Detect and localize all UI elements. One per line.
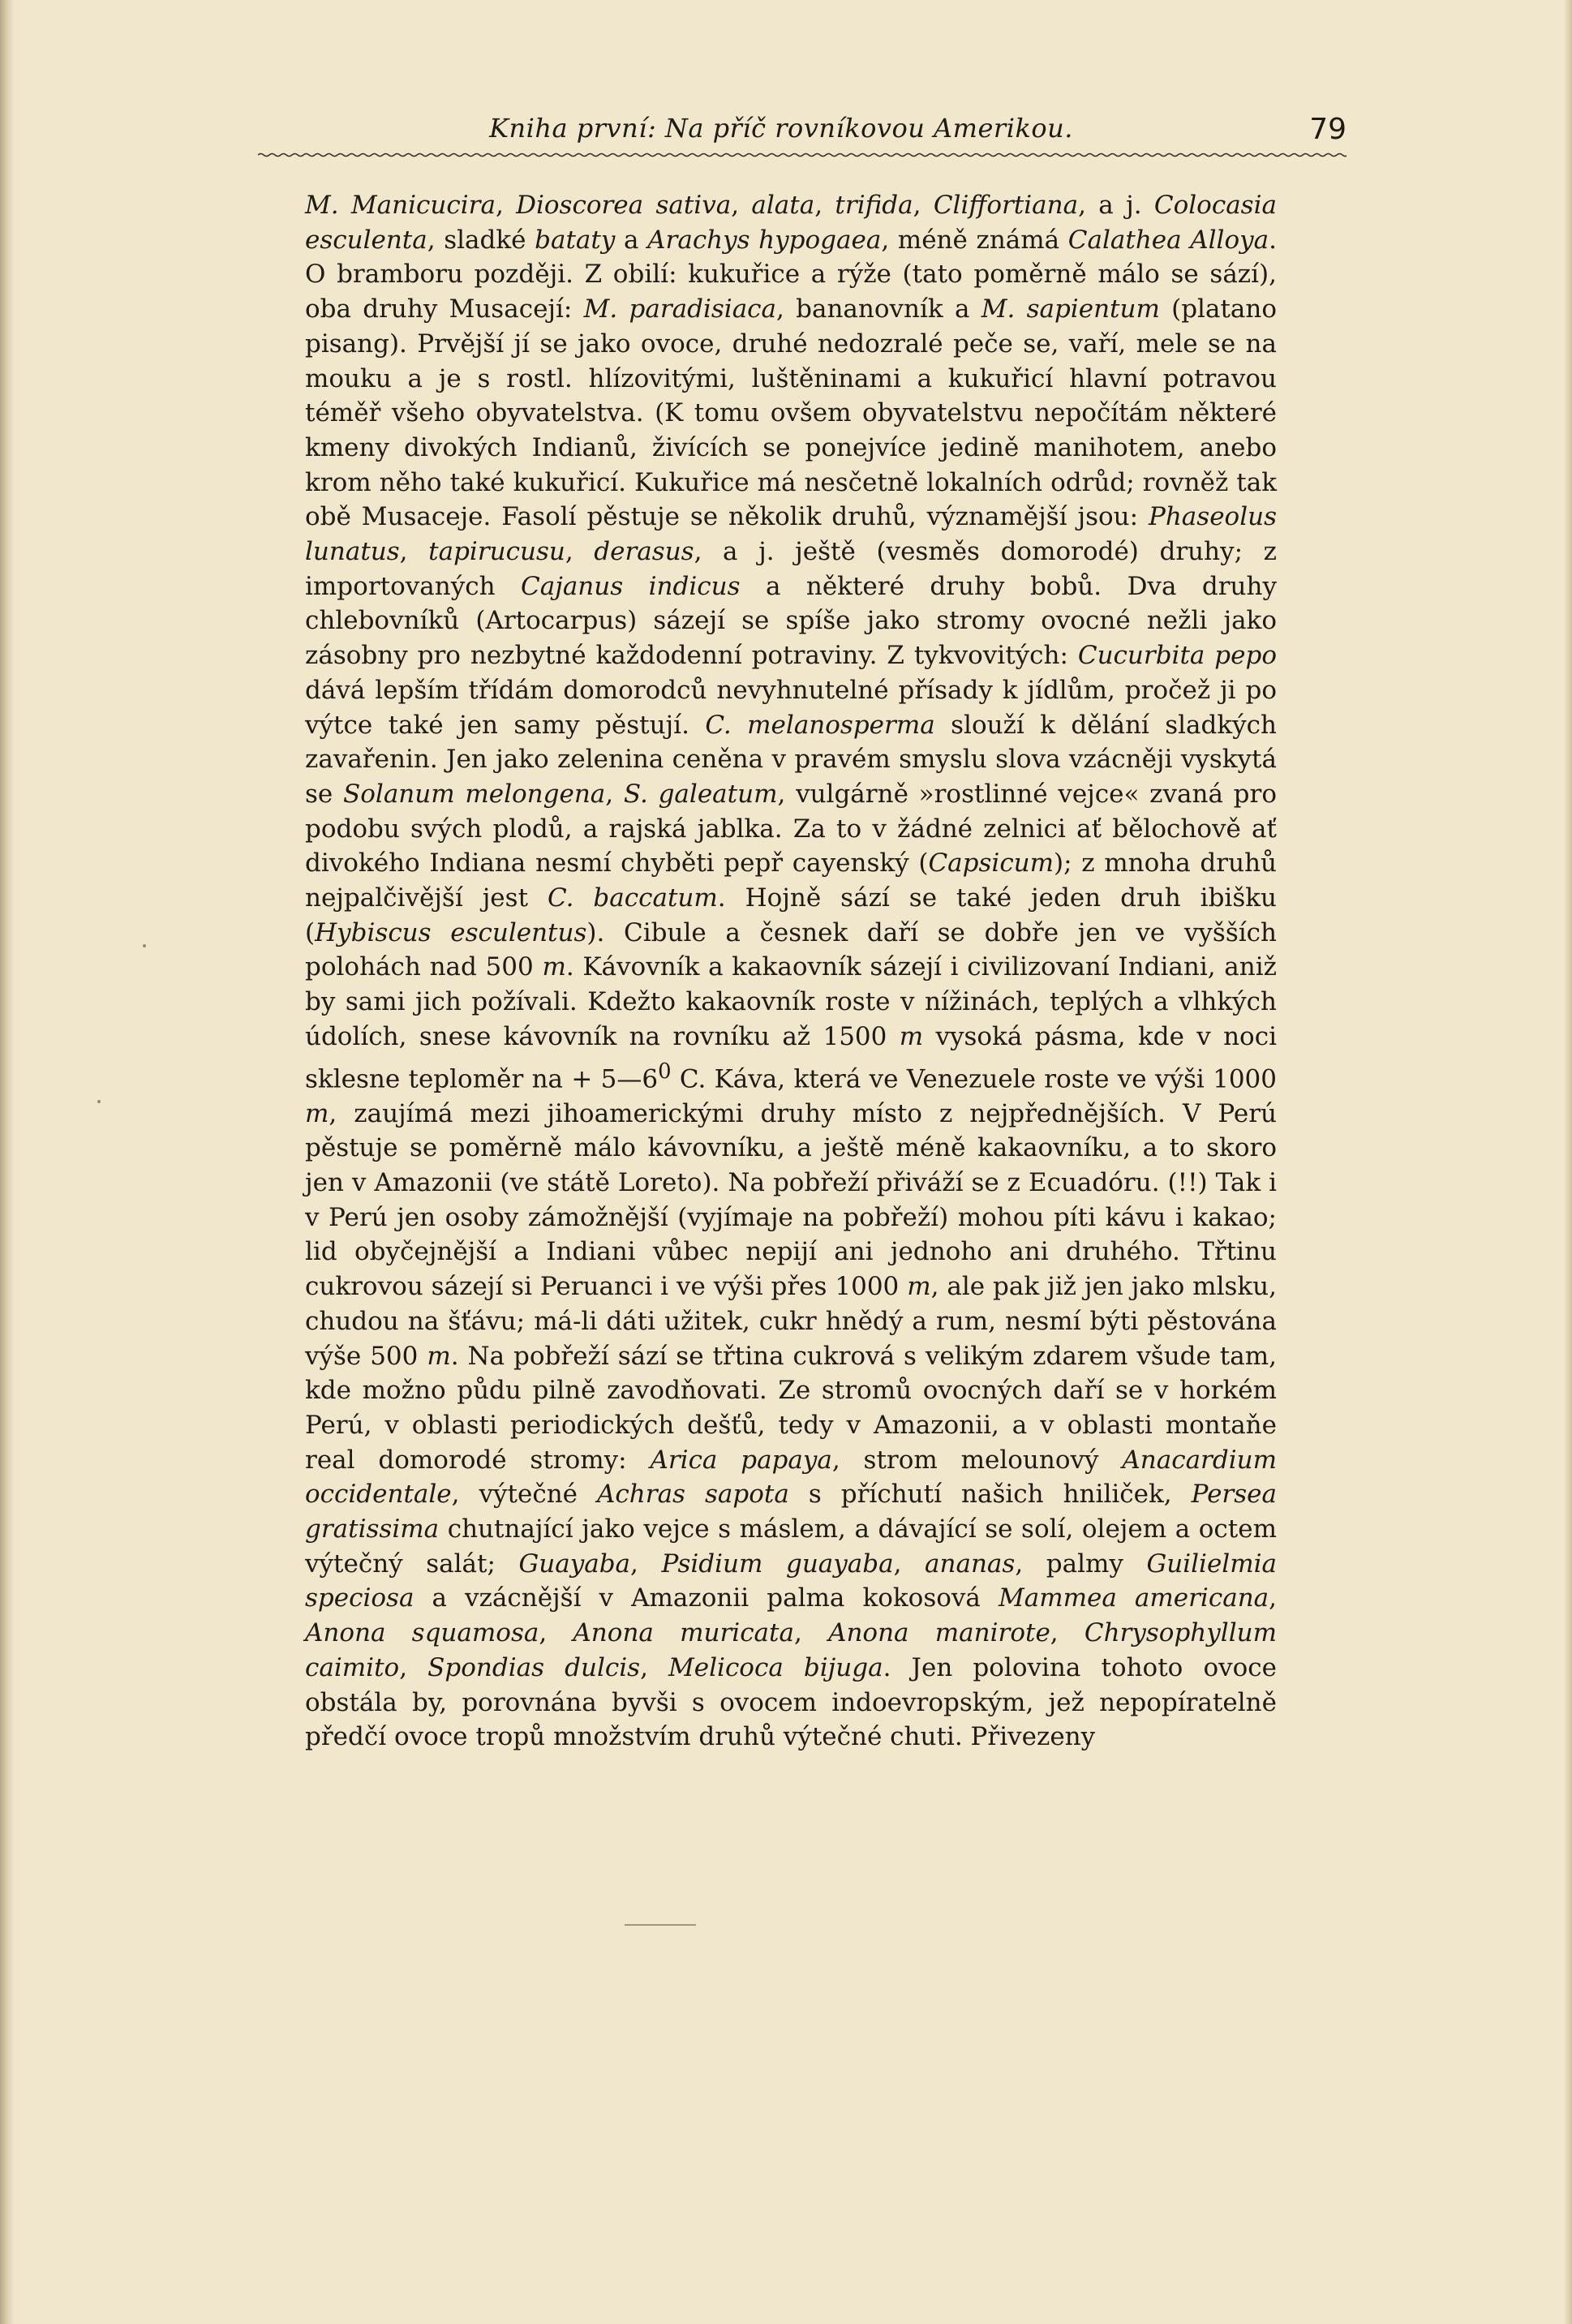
wavy-header-rule: [258, 148, 1347, 161]
body-paragraph: M. Manicucira, Dioscorea sativa, alata, trifida, Cliffortiana, a j. Colocasia esculenta, sladké bataty a Arachys hypogaea, méně známá Calathea Alloya. O bramboru později. Z obilí: kukuřice a rýže (tato poměrně málo se sází), oba druhy Musacejí: M. paradisiaca, bananovník a M. sapientum (platano pisang). Prvější jí se jako ovoce, druhé nedozralé peče se, vaří, mele se na mouku a je s rostl. hlízovitými, luštěninami a kukuřicí hlavní potravou téměř všeho obyvatelstva. (K tomu ovšem obyvatelstvu nepočítám některé kmeny divokých Indianů, živících se ponejvíce jedině manihotem, anebo krom něho také kukuřicí. Kukuřice má nesčetně lokalních odrůd; rovněž tak obě Musaceje. Fasolí pěstuje se několik druhů, významější jsou: Phaseolus lunatus, tapirucusu, derasus, a j. ještě (vesměs domorodé) druhy; z importovaných Cajanus indicus a některé druhy bobů. Dva druhy chlebovníků (Artocarpus) sázejí se spíše jako stromy ovocné nežli jako zásobny pro nezbytné každodenní potraviny. Z tykvovitých: Cucurbita pepo dává lepším třídám domorodců nevyhnutelné přísady k jídlům, pročež ji po výtce také jen samy pěstují. C. melanosperma slouží k dělání sladkých zavařenin. Jen jako zelenina ceněna v pravém smyslu slova vzácněji vyskytá se Solanum melongena, S. galeatum, vulgárně »rostlinné vejce« zvaná pro podobu svých plodů, a rajská jablka. Za to v žádné zelnici ať bělochově ať divokého Indiana nesmí chyběti pepř cayenský (Capsicum); z mnoha druhů nejpalčivější jest C. baccatum. Hojně sází se také jeden druh ibišku (Hybiscus esculentus). Cibule a česnek daří se dobře jen ve vyšších polohách nad 500 m. Kávovník a kakaovník sázejí i civilizovaní Indiani, aniž by sami jich požívali. Kdežto kakaovník roste v nížinách, teplých a vlhkých údolích, snese kávovník na rovníku až 1500 m vysoká pásma, kde v noci sklesne teploměr na + $5—6^0$ C. Káva, která ve Venezuele roste ve výši 1000 m, zaujímá mezi jihoamerickými druhy místo z nejpřednějších. V Perú pěstuje se poměrně málo kávovníku, a ještě méně kakaovníku, a to skoro jen v Amazonii (ve státě Loreto). Na pobřeží přiváží se z Ecuadóru. (!!) Tak i v Perú jen osoby zámožnější (vyjímaje na pobřeží) mohou píti kávu i kakao; lid obyčejnější a Indiani vůbec nepijí ani jednoho ani druhého. Třtinu cukrovou sázejí si Peruanci i ve výši přes 1000 m, ale pak již jen jako mlsku, chudou na šťávu; má-li dáti užitek, cukr hnědý a rum, nesmí býti pěstována výše 500 m. Na pobřeží sází se třtina cukrová s velikým zdarem všude tam, kde možno půdu pilně zavodňovati. Ze stromů ovocných daří se v horkém Perú, v oblasti periodických dešťů, tedy v Amazonii, a v oblasti montaňe real domorodé stromy: Arica papaya, strom melounový Anacardium occidentale, výtečné Achras sapota s příchutí našich hniliček, Persea gratissima chutnající jako vejce s máslem, a dávající se solí, olejem a octem výtečný salát; Guayaba, Psidium guayaba, ananas, palmy Guilielmia speciosa a vzácnější v Amazonii palma kokosová Mammea americana, Anona squamosa, Anona muricata, Anona manirote, Chrysophyllum caimito, Spondias dulcis, Melicoca bijuga. Jen polovina tohoto ovoce obstála by, porovnána byvši s ovocem indoevropským, jež nepopíratelně předčí ovoce tropů množstvím druhů výtečné chuti. Přivezeny: [305, 191, 1278, 1752]
page-number: 79: [1309, 113, 1347, 146]
running-title: Kniha první: Na příč rovníkovou Amerikou.: [489, 113, 1073, 144]
margin-speck: [97, 1100, 101, 1103]
margin-speck: [143, 944, 146, 947]
page-header: [258, 110, 1347, 158]
page-left-edge: [0, 0, 15, 2324]
main-body-text: [305, 188, 1277, 1908]
page-right-edge: [1564, 0, 1572, 2324]
end-rule: [625, 1924, 696, 1926]
